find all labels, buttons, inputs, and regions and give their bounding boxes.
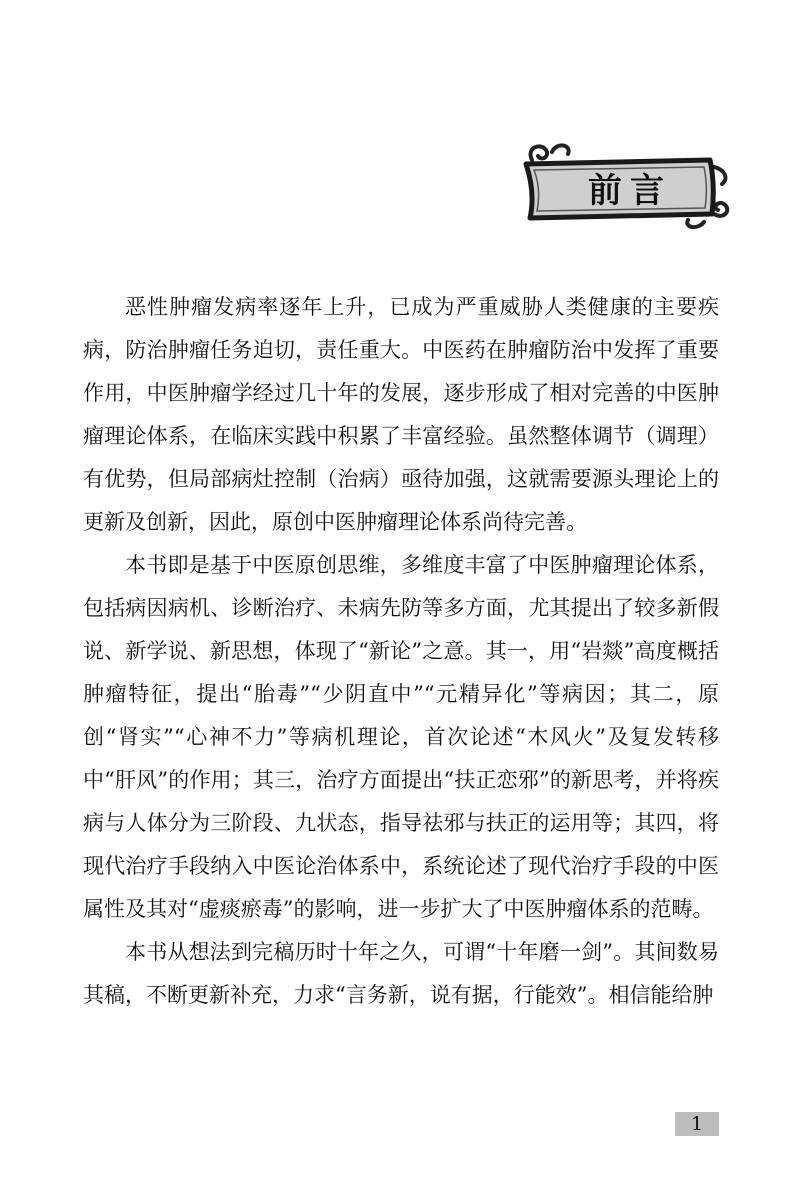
title-banner	[518, 138, 740, 234]
paragraph-1: 恶性肿瘤发病率逐年上升，已成为严重威胁人类健康的主要疾病，防治肿瘤任务迫切，责任重大。中医药在肿瘤防治中发挥了重要作用，中医肿瘤学经过几十年的发展，逐步形成了相对完善的中医肿瘤理论体系，在临床实践中积累了丰富经验。虽然整体调节（调理）有优势，但局部病灶控制（治病）亟待加强，这就需要源头理论上的更新及创新，因此，原创中医肿瘤理论体系尚待完善。	[83, 295, 719, 534]
paragraph-2: 本书即是基于中医原创思维，多维度丰富了中医肿瘤理论体系，包括病因病机、诊断治疗、未病先防等多方面，尤其提出了较多新假说、新学说、新思想，体现了“新论”之意。其一，用“岩燚”高度概括肿瘤特征，提出“胎毒”“少阴直中”“元精异化”等病因；其二，原创“肾实”“心神不力”等病机理论，首次论述“木风火”及复发转移中“肝风”的作用；其三，治疗方面提出“扶正恋邪”的新思考，并将疾病与人体分为三阶段、九状态，指导祛邪与扶正的运用等；其四，将现代治疗手段纳入中医论治体系中，系统论述了现代治疗手段的中医属性及其对“虚痰瘀毒”的影响，进一步扩大了中医肿瘤体系的范畴。	[83, 553, 719, 921]
paragraph-3: 本书从想法到完稿历时十年之久，可谓“十年磨一剑”。其间数易其稿，不断更新补充，力求“言务新，说有据，行能效”。相信能给肿	[83, 940, 719, 1007]
preface-body	[83, 286, 719, 1017]
page-number: 1	[675, 1112, 719, 1136]
page-title: 前言	[588, 171, 672, 211]
